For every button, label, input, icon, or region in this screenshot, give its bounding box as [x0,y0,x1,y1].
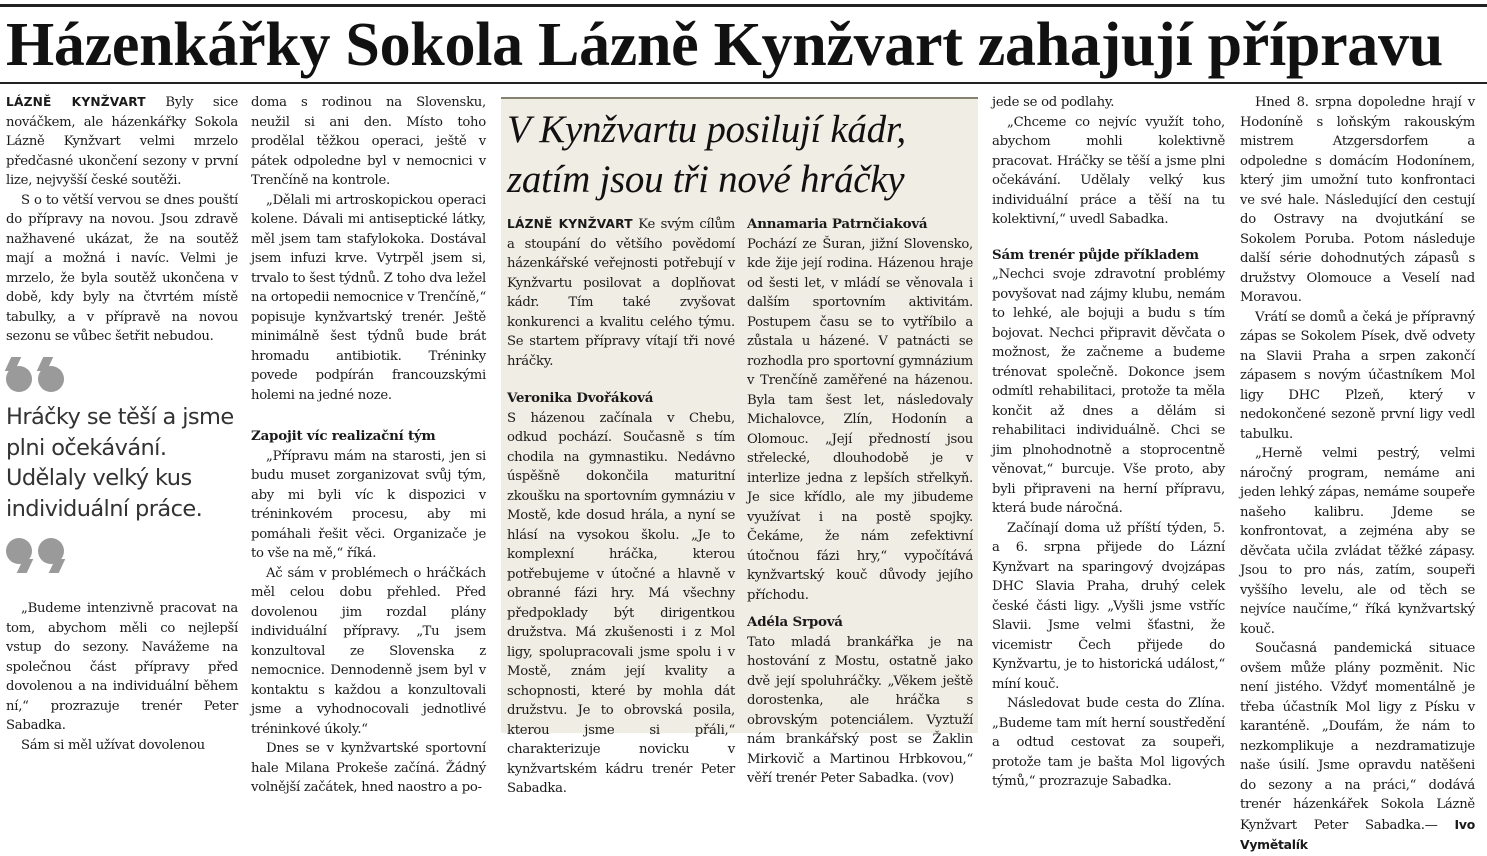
paragraph: Začínají doma už příští týden, 5. a 6. srpna přijede do Lázní Kynžvart na sparingový dvojzápas DHC Slavia Praha, druhý celek české části ligy. „Vyšli jsme vstříc Slavii. Jsme velmi šťastni, že vicemistr Čech přijede do Kynžvartu, je to historická událost,“ míní kouč. [992,520,1225,692]
paragraph: „Přípravu mám na starosti, jen si budu muset zorganizovat svůj tým, aby mi byli víc k dispozici v tréninkovém procesu, aby mi pomáhali řešit věci. Organizače je to vše na mě,“ říká. [251,448,486,561]
headline-rule [0,82,1487,84]
pull-quote [6,360,236,588]
paragraph: jede se od podlahy. [992,95,1115,110]
paragraph: Pochází ze Šuran, jižní Slovensko, kde žije její rodina. Házenou hraje od šesti let, v mládí se věnovala i dalším sportovním aktivitám. Postupem času se to vytříbilo a zůstala u házené. V patnácti se rozhodla pro sportovní gymnázium v Trenčíně zaměřené na házenou. Byla tam šest let, následovaly Michalovce, Zlín, Hodonín a Olomouc. „Její předností jsou střelecké, dlouhodobě je v interlize jedna z lepších střelkyň. Je sice křídlo, ale my jibudeme využívat i na postě spojky. Čekáme, že nám zefektivní útočnou fázi hry,“ vypočítává kynžvartský kouč důvody jejího příchodu. [747,236,973,603]
paragraph: Hned 8. srpna dopoledne hrají v Hodoníně s loňským rakouským mistrem Atzgersdorfem a odpoledne s domácím Hodonínem, který jim umožní tuto konfrontaci ve své hale. Následující den cestují do Ostravy na dvojutkání se Sokolem Poruba. Potom následuje další série dohodnutých zápasů s družstvy Olomouce a Veselí nad Moravou. [1240,95,1475,305]
sidebar-box [501,97,978,796]
paragraph: „Nechci svoje zdravotní problémy povyšovat nad zájmy klubu, nemám to lehké, ale bojuji a budu s tím bojovat. Nechci připravit děvčata o možnost, že začneme a budeme trénovat společně. Dokonce jsem odmítl rehabilitaci, protože ta měla končit až dnes a dělám si rehabilitaci individuálně. Chci se jim plnohodnotně a stoprocentně věnovat,“ burcuje. Vše proto, aby byli připraveni na herní přípravu, která bude náročná. [992,267,1225,516]
paragraph: Současná pandemická situace ovšem může plány pozměnit. Nic není jistého. Vždyť momentálně je třeba účastník Mol ligy z Písku v karanténě. „Doufám, že nám to nezkomplikuje a nezdramatizuje naše úsilí. Jsme opravdu natěšeni do sezony a na práci,“ dodává trenér házenkářek Sokola Lázně Kynžvart Peter Sabadka.— Ivo Vymětalík [1240,641,1475,852]
sidebar-title: V Kynžvartu posilují kádr, zatím jsou tři nové hráčky [507,108,906,201]
subheading: Zapojit víc realizační tým [251,428,436,444]
dateline: LÁZNĚ KYNŽVART [6,95,146,109]
subheading: Annamaria Patrnčiaková [747,216,928,232]
dateline: LÁZNĚ KYNŽVART [507,217,633,231]
closing-quote-icon [6,360,70,394]
paragraph: S o to větší vervou se dnes pouští do přípravy na novou. Jsou zdravě nažhavené ukázat, že na soutěž mají a možná i navíc. Velmi je mrzelo, že byla soutěž ukončena v době, kdy byly na čtvrtém místě tabulky, a v přípravě na novou sezonu se vůbec šetřit nebudou. [6,192,238,344]
paragraph: Dnes se v kynžvartské sportovní hale Milana Prokeše začíná. Žádný volnější začátek, hned naostro a po- [251,741,486,795]
article-column-2 [251,93,486,798]
paragraph: Vrátí se domů a čeká je přípravný zápas se Sokolem Písek, dvě odvety na Slavii Praha a srpen zakončí zápasem s novým účastníkem Mol ligy DHC Plzeň, který v nedokončené sezoně první ligy vedl tabulku. [1240,309,1475,442]
paragraph: „Dělali mi artroskopickou operaci kolene. Dávali mi antiseptické látky, měl jsem tam stafylokoka. Dostával jsem infuzi krve. Vytrpěl jsem si, trvalo to šest týdnů. Z toho dva ležel na ortopedii nemocnice v Trenčíně,“ popisuje kynžvartský trenér. Ještě minimálně šest týdnů bude brát hromadu antibiotik. Tréninky povede podpírán francouzskými holemi na jedné noze. [251,192,486,403]
paragraph: Následovat bude cesta do Zlína. „Budeme tam mít herní soustředění a odtud cestovat za soupeři, protože tam je bašta Mol ligových týmů,“ prozrazuje Sabadka. [992,696,1225,789]
article-column-1 [6,93,238,347]
headline: Házenkářky Sokola Lázně Kynžvart zahajují přípravu [6,11,1443,79]
paragraph: Tato mladá brankářka je na hostování z Mostu, ostatně jako dvě její spoluhráčky. „Věkem ještě dorostenka, ale hráčka s obrovským potenciálem. Vyztuží nám brankářský post se Žaklin Mirkovič a Martinou Hrbkovou,“ věří trenér Peter Sabadka. (vov) [747,634,973,786]
paragraph: doma s rodinou na Slovensku, neužil si ani den. Místo toho prodělal těžkou operaci, ještě v pátek odpoledne byl v nemocnici v Trenčíně na kontrole. [251,95,486,188]
article-column-1-bottom [6,599,238,755]
paragraph: Ač sám v problémech o hráčkách měl celou dobu přehled. Před dovolenou jim rozdal plány individuální přípravy. „Tu jsem konzultoval ze Slovenska z nemocnice. Dennodenně jsem byl v kontaktu s každou a konzultovali jsme a vyhodnocovali jednotlivé tréninkové úkoly.“ [251,565,486,737]
article-column-6 [1240,93,1475,856]
byline: Ivo Vymětalík [1240,816,1475,852]
lead-paragraph: LÁZNĚ KYNŽVART Byly sice nováčkem, ale házenkářky Sokola Lázně Kynžvart velmi mrzelo předčasné ukončení sezony v první lize, nejvyšší české soutěži. [6,95,238,188]
pull-quote-text: Hráčky se těší a jsme plni očekávání. Udělaly velký kus individuální práce. [6,404,234,522]
paragraph: „Herně velmi pestrý, velmi náročný program, nemáme ani jeden lehký zápas, nemáme soupeře našeho kalibru. Jdeme se konfrontovat, a zejména aby se děvčata učila zvládat těžké zápasy. Jsou to pro nás, zatím, soupeři vyššího levelu, ale od těch se nejvíce naučíme,“ říká kynžvartský kouč. [1240,446,1475,637]
lead-paragraph: LÁZNĚ KYNŽVART Ke svým cílům a stoupání do většího povědomí házenkářské veřejnosti potřebují v Kynžvartu posilovat a doplňovat kádr. Tím také zvyšovat konkurenci a kvalitu celého týmu. Se startem přípravy vítají tři nové hráčky. [507,217,735,369]
sidebar-column-b [747,215,973,789]
sidebar-column-a [507,215,735,799]
subheading: Veronika Dvořáková [507,390,654,406]
article-column-5 [992,93,1225,792]
paragraph: „Chceme co nejvíc využít toho, abychom mohli kolektivně pracovat. Hráčky se těší a jsme plni očekávání. Udělaly velký kus individuální práce a těší na tu kolektivní,“ uvedl Sabadka. [992,114,1225,227]
paragraph: S házenou začínala v Chebu, odkud pochází. Současně s tím chodila na gymnastiku. Nedávno úspěšně dokončila maturitní zkoušku na sportovním gymnáziu v Mostě, kde dosud hrála, a nyní se hlásí na vysokou školu. „Je to komplexní hráčka, kterou potřebujeme v útočné a hlavně v obranné fázi hry. Má všechny předpoklady být dirigentkou družstva. Má zkušenosti i z Mol ligy, spolupracovali jsme spolu i v Mostě, znám její kvality a schopnosti, které by mohla dát družstvu. Je to obrovská posila, kterou jsme si přáli,“ charakterizuje novicku v kynžvartském kádru trenér Peter Sabadka. [507,410,735,796]
opening-quote-icon [6,538,70,572]
top-rule [0,4,1487,7]
subheading: Sám trenér půjde příkladem [992,246,1199,263]
paragraph: „Budeme intenzivně pracovat na tom, abychom měli co nejlepší vstup do sezony. Navážeme na společnou část přípravy před dovolenou a na individuální během ní,“ prozrazuje trenér Peter Sabadka. [6,601,238,733]
paragraph: Sám si měl užívat dovolenou [21,737,205,753]
subheading: Adéla Srpová [747,614,843,630]
